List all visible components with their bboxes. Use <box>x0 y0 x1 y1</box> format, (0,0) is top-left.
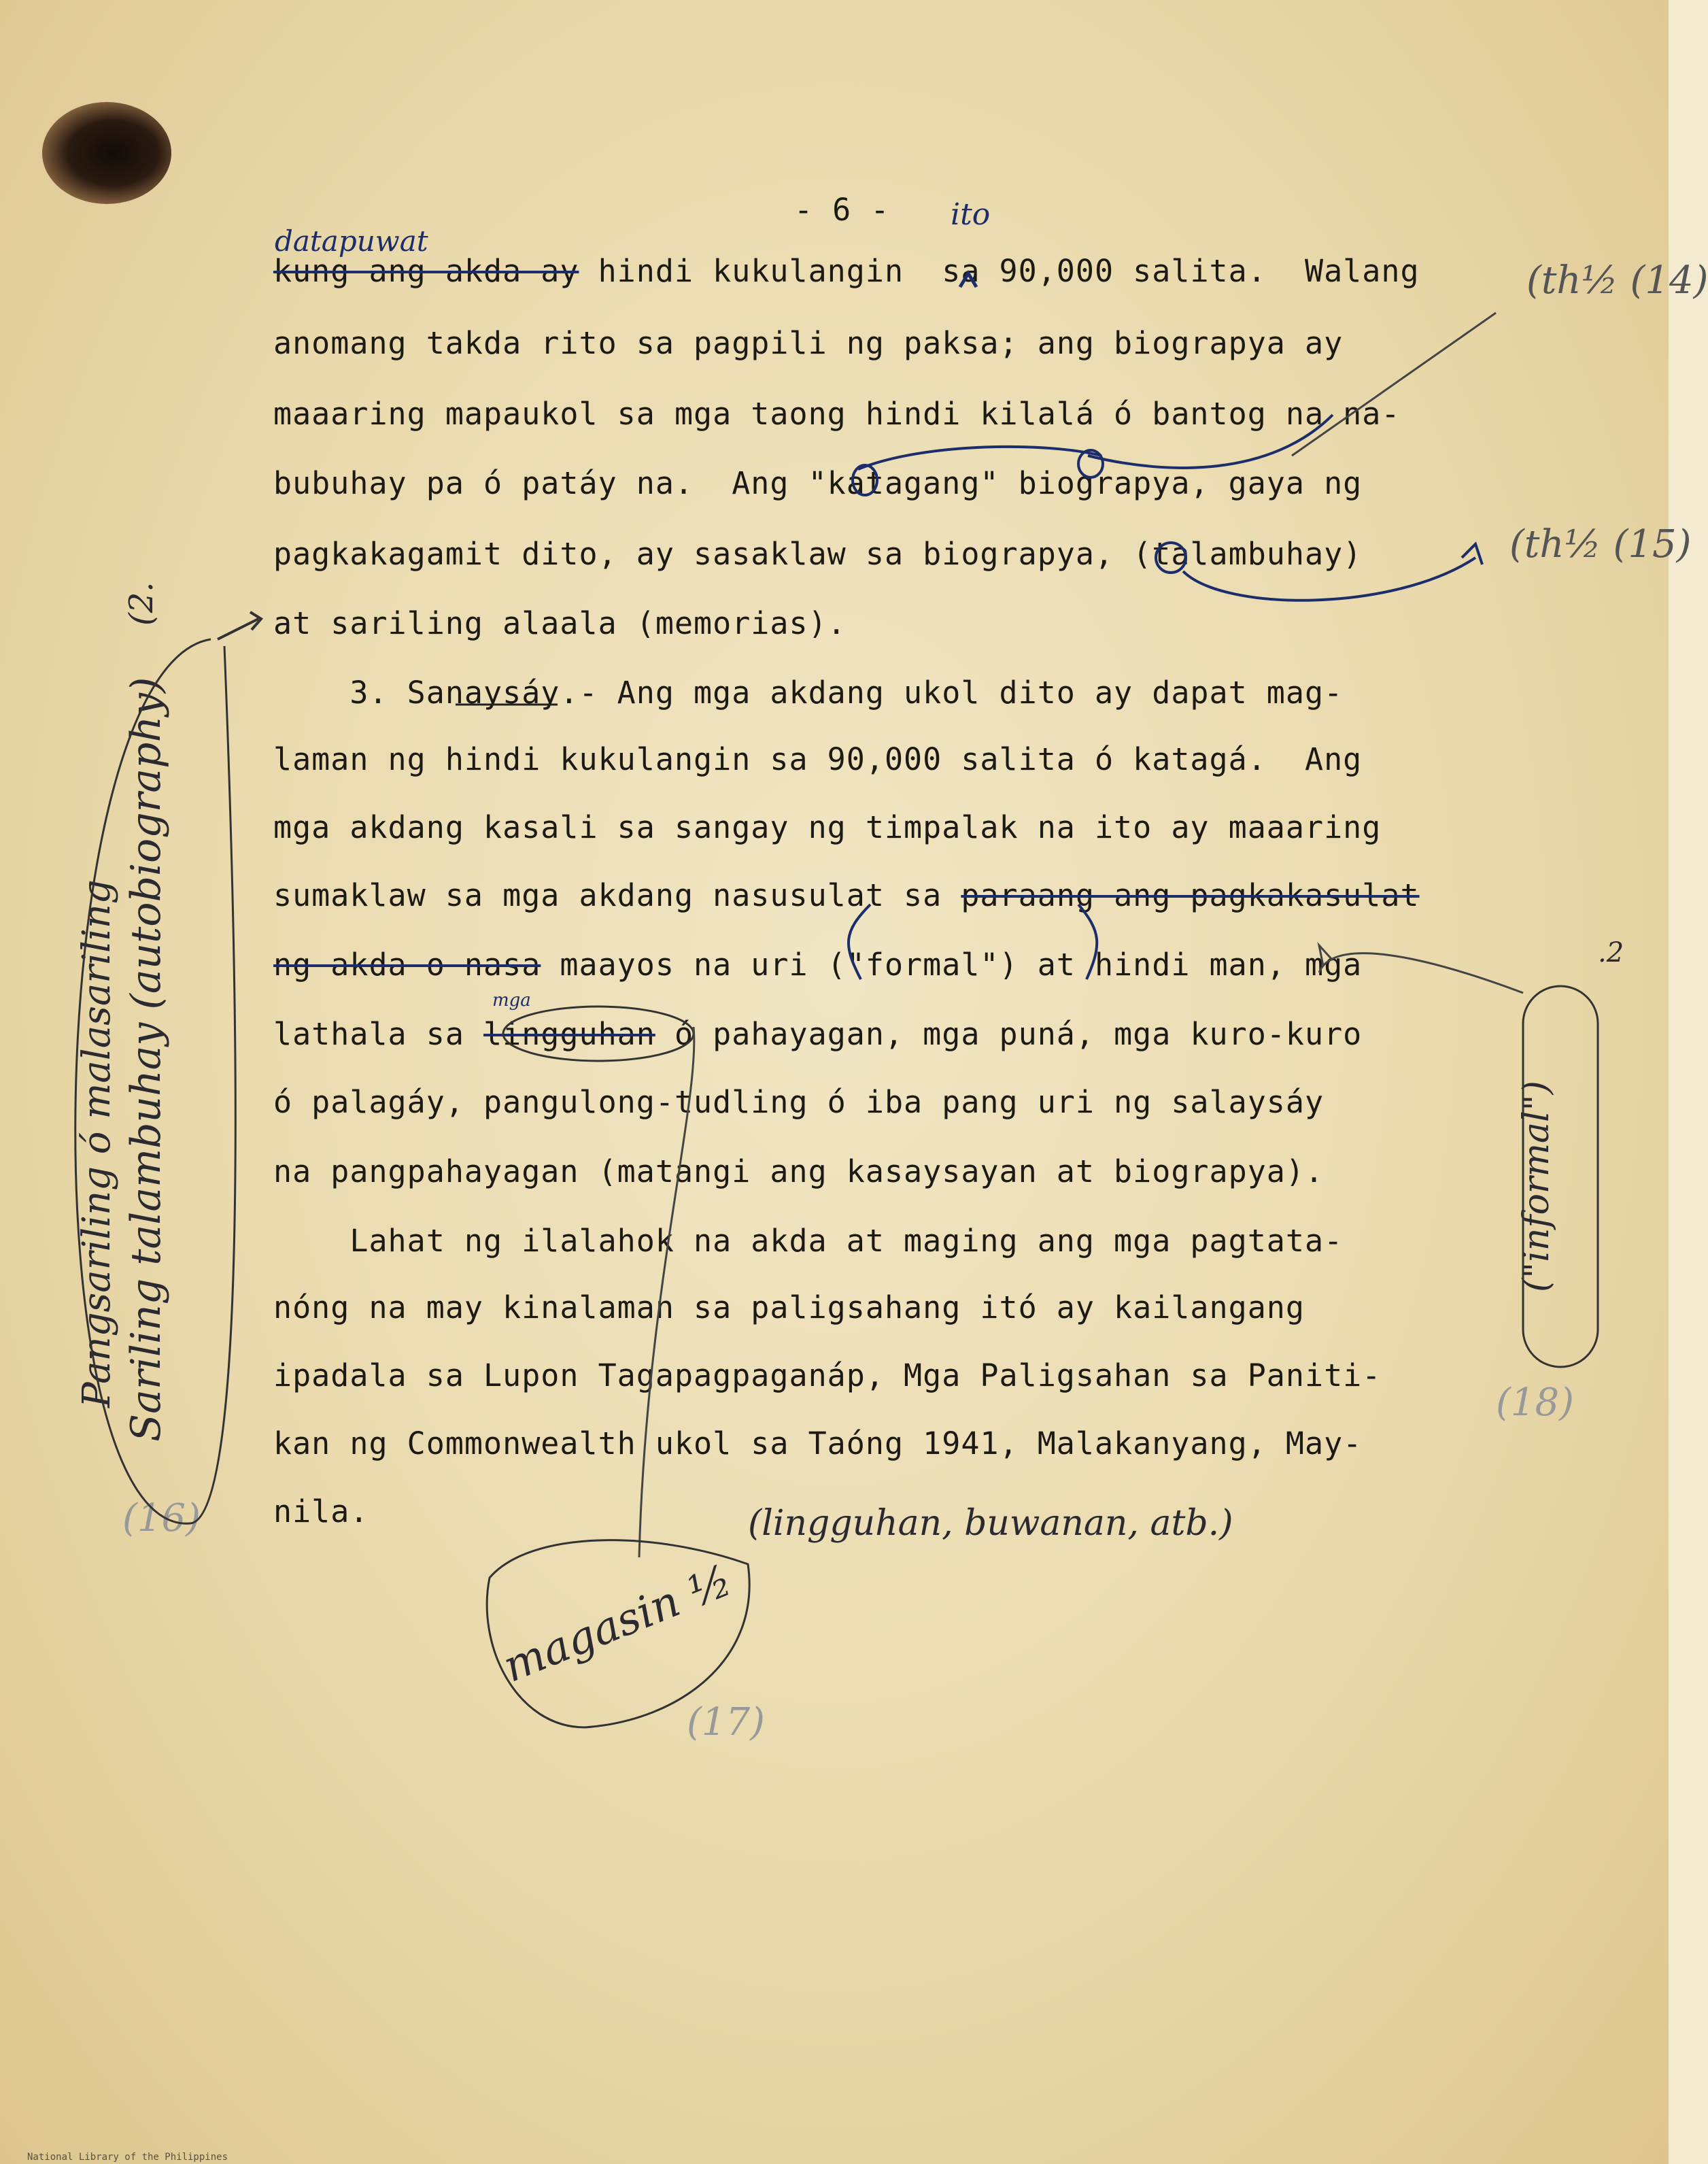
annotation-magasin: magasin ½ <box>496 1555 739 1693</box>
text-line-19: nila. <box>273 1493 369 1529</box>
annotation-question-left: (2. <box>122 581 160 626</box>
struck-text: lingguhan <box>483 1016 655 1052</box>
text-line-6: at sariling alaala (memorias). <box>273 605 847 641</box>
text-line-16: nóng na may kinalaman sa paligsahang itó ay kailangang <box>273 1289 1305 1325</box>
margin-note-malasariling: Pangsariling ó malasariling <box>75 879 119 1408</box>
line-text-continued: ó pahayagan, mga puná, mga kuro-kuro <box>655 1016 1363 1052</box>
annotation-th-15: (th½ (15) <box>1509 522 1692 567</box>
margin-note-autobiography: Sariling talambuhay (autobiography) <box>122 677 170 1442</box>
annotation-faint-18: (18) <box>1496 1381 1574 1425</box>
footer-text: National Library of the Philippines <box>27 2152 228 2163</box>
text-line-8: laman ng hindi kukulangin sa 90,000 salita ó katagá. Ang <box>273 741 1363 777</box>
text-line-7: 3. Sanaysáy.- Ang mga akdang ukol dito ay dapat mag- <box>273 675 1344 711</box>
line-text: sumaklaw sa mga akdang nasusulat sa <box>273 877 961 913</box>
struck-text: kung ang akda ay <box>273 253 579 289</box>
annotation-th-14: (th½ (14) <box>1526 258 1708 303</box>
annotation-question-right: .2 <box>1598 937 1624 968</box>
text-line-11 <box>273 947 1362 983</box>
annotation-datapuwat: datapuwat <box>275 224 428 258</box>
text-line-14: na pangpahayagan (matangi ang kasaysayan at biograpya). <box>273 1153 1325 1189</box>
struck-text: paraang ang pagkakasulat <box>961 877 1420 913</box>
annotation-faint-16: (16) <box>122 1496 201 1540</box>
line-text: hindi kukulangin sa 90,000 salita. Walang <box>579 253 1420 289</box>
struck-text: ng akda o nasa <box>273 947 541 983</box>
annotation-ito: ito <box>951 197 991 232</box>
text-line-9: mga akdang kasali sa sangay ng timpalak na ito ay maaaring <box>273 809 1382 845</box>
text-line-5: pagkakagamit dito, ay sasaklaw sa biograpya, (talambuhay) <box>273 536 1363 572</box>
line-text: lathala sa <box>273 1016 484 1052</box>
text-line-2: anomang takda rito sa pagpili ng paksa; ang biograpya ay <box>273 325 1344 361</box>
text-line-12 <box>273 1016 1362 1052</box>
text-line-18: kan ng Commonwealth ukol sa Taóng 1941, Malakanyang, May- <box>273 1425 1363 1461</box>
text-line-3: maaaring mapaukol sa mga taong hindi kilalá ó bantog na na- <box>273 396 1401 432</box>
annotation-mga: mga <box>492 990 531 1011</box>
page-number: - 6 - <box>794 192 890 228</box>
text-line-4: bubuhay pa ó patáy na. Ang "katagang" biograpya, gaya ng <box>273 465 1363 501</box>
annotation-faint-17: (17) <box>687 1700 765 1744</box>
text-line-17: ipadala sa Lupon Tagapagpaganáp, Mga Paligsahan sa Paniti- <box>273 1357 1382 1393</box>
line-text: maayos na uri ("formal") at hindi man, mga <box>541 947 1363 983</box>
text-line-10 <box>273 877 1420 913</box>
annotation-lingguhan-buwanan: (lingguhan, buwanan, atb.) <box>748 1503 1233 1544</box>
text-line-13: ó palagáy, pangulong-tudling ó iba pang uri ng salaysáy <box>273 1084 1325 1120</box>
text-line-15: Lahat ng ilalahok na akda at maging ang mga pagtata- <box>273 1223 1344 1259</box>
burn-mark <box>42 102 171 204</box>
text-line-1 <box>273 253 1420 289</box>
annotation-informal: ("informal") <box>1516 1081 1557 1292</box>
